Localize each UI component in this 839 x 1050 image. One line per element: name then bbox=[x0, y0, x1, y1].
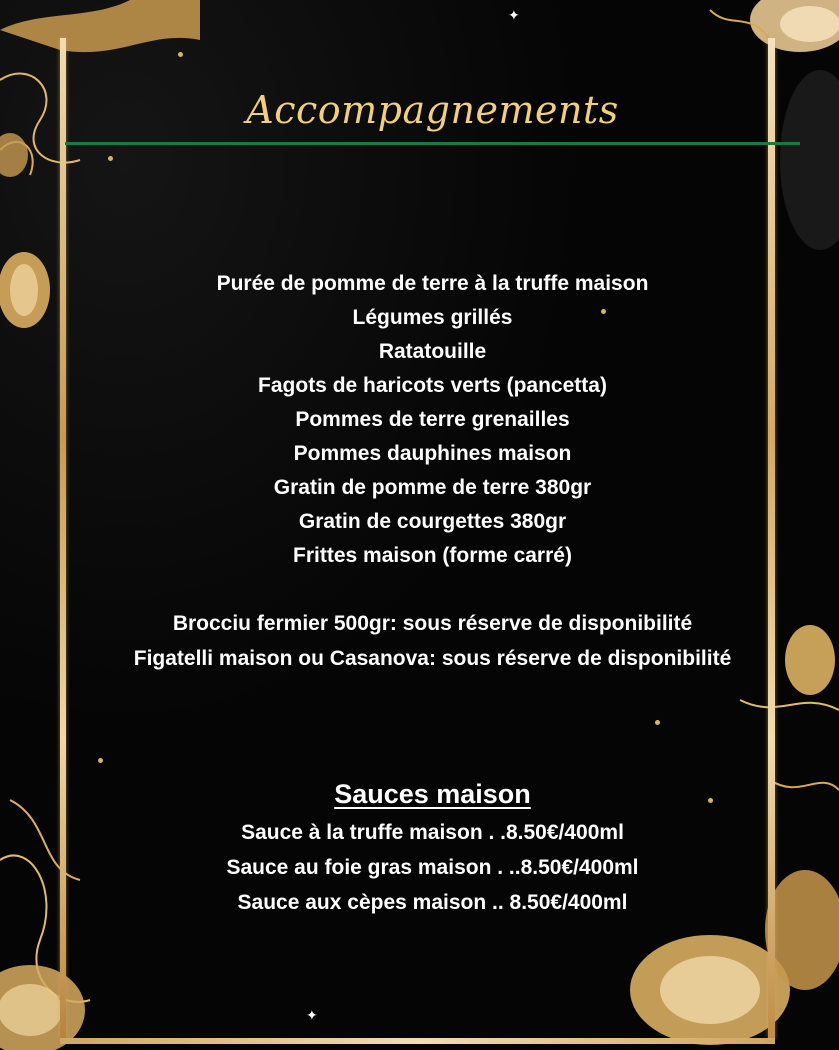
sauces-list bbox=[40, 815, 825, 920]
gold-dot bbox=[178, 52, 183, 57]
side-item: Purée de pomme de terre à la truffe maison bbox=[216, 272, 649, 295]
gold-dot bbox=[655, 720, 660, 725]
side-item: Gratin de pomme de terre 380gr bbox=[273, 476, 592, 499]
gold-dot bbox=[98, 758, 103, 763]
side-item: Légumes grillés bbox=[352, 306, 513, 329]
side-item: Pommes dauphines maison bbox=[293, 442, 572, 465]
sparkle-icon: ✦ bbox=[508, 8, 520, 24]
side-item: Frittes maison (forme carré) bbox=[293, 544, 572, 567]
gold-frame-bottom bbox=[60, 1038, 775, 1044]
sauce-item: Sauce aux cèpes maison .. 8.50€/400ml bbox=[237, 891, 628, 914]
menu-title: Accompagnements bbox=[246, 88, 619, 132]
availability-notes bbox=[40, 606, 825, 676]
availability-note: Brocciu fermier 500gr: sous réserve de disponibilité bbox=[172, 612, 693, 635]
side-item: Ratatouille bbox=[378, 340, 487, 363]
sauce-item: Sauce au foie gras maison . ..8.50€/400ml bbox=[226, 856, 639, 879]
sauce-item: Sauce à la truffe maison . .8.50€/400ml bbox=[241, 821, 624, 844]
sparkle-icon: ✦ bbox=[306, 1008, 318, 1024]
title-divider bbox=[65, 142, 800, 145]
side-item: Gratin de courgettes 380gr bbox=[298, 510, 567, 533]
sides-list bbox=[40, 267, 825, 573]
availability-note: Figatelli maison ou Casanova: sous réserve de disponibilité bbox=[133, 647, 732, 670]
side-item: Fagots de haricots verts (pancetta) bbox=[258, 374, 607, 397]
sauces-heading: Sauces maison bbox=[334, 779, 531, 809]
side-item: Pommes de terre grenailles bbox=[295, 408, 570, 431]
gold-dot bbox=[108, 156, 113, 161]
